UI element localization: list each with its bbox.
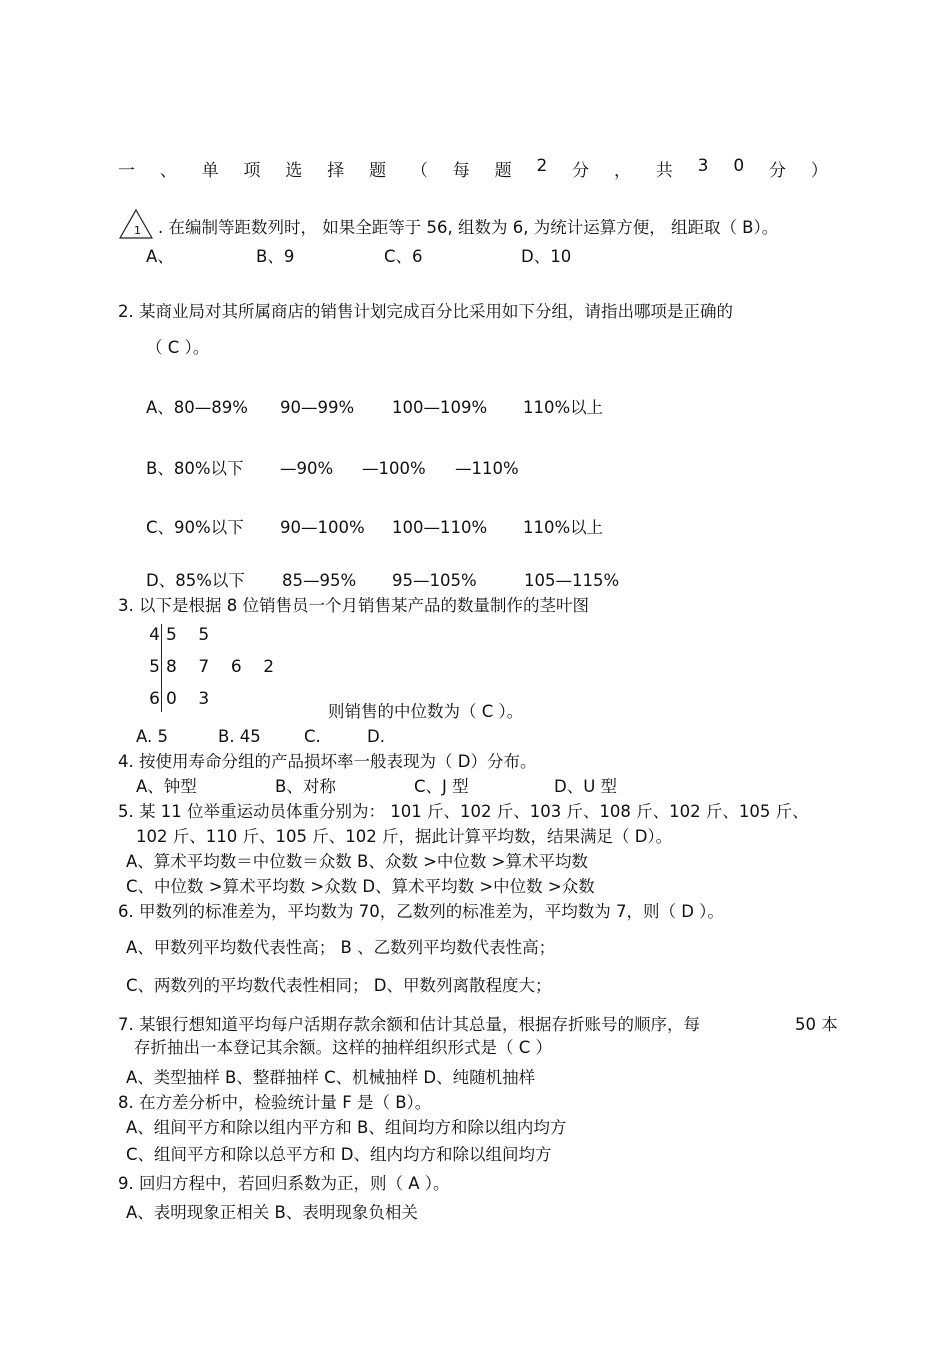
text-line: D. — [367, 727, 385, 746]
text-line: A、80—89% — [146, 398, 248, 417]
text-line: 50 本 — [795, 1015, 838, 1034]
question-number: 1 — [134, 224, 141, 237]
section-title-char: 、 — [159, 161, 177, 181]
section-title-char: 选 — [285, 161, 303, 181]
text-line: B、9 — [256, 247, 295, 266]
section-title-char: ） — [810, 161, 828, 181]
section-title-char: ， — [613, 161, 631, 181]
text-line: 5. 某 11 位举重运动员体重分别为： 101 斤、102 斤、103 斤、108 斤、102 斤、105 斤、 — [118, 802, 809, 821]
text-line: A、甲数列平均数代表性高； B 、乙数列平均数代表性高； — [126, 938, 556, 957]
text-line: A、算术平均数＝中位数＝众数 B、众数 >中位数 >算术平均数 — [126, 852, 588, 871]
text-line: 90—100% — [280, 518, 365, 537]
text-line: . 在编制等距数列时， 如果全距等于 56, 组数为 6, 为统计运算方便， 组距取（ B）。 — [158, 218, 779, 237]
text-line: C、组间平方和除以总平方和 D、组内均方和除以组间均方 — [126, 1145, 552, 1164]
text-line: B、80%以下 — [146, 459, 244, 478]
section-title-char: 一 — [118, 161, 135, 181]
text-line: A、类型抽样 B、整群抽样 C、机械抽样 D、纯随机抽样 — [126, 1068, 536, 1087]
section-title-char: 分 — [572, 161, 590, 181]
text-line: D、U 型 — [554, 777, 618, 796]
text-line: A、 — [146, 247, 174, 266]
section-title-char: 每 — [452, 161, 470, 181]
text-line: B. 45 — [218, 727, 261, 746]
text-line: 85—95% — [282, 571, 357, 590]
text-line: A、组间平方和除以组内平方和 B、组间均方和除以组内均方 — [126, 1118, 567, 1137]
text-line: 4. 按使用寿命分组的产品损坏率一般表现为（ D）分布。 — [118, 752, 537, 771]
text-line: B、对称 — [275, 777, 336, 796]
section-title-char: 2 — [536, 156, 548, 176]
section-title-char: 3 — [697, 156, 709, 176]
text-line: A、表明现象正相关 B、表明现象负相关 — [126, 1203, 418, 1222]
section-title-char: 项 — [243, 161, 261, 181]
text-line: 8. 在方差分析中，检验统计量 F 是（ B）。 — [118, 1093, 432, 1112]
leaf-values: 5 5 — [166, 625, 210, 645]
text-line: 100—110% — [392, 518, 488, 537]
text-line: 110%以上 — [523, 398, 604, 417]
text-line: 110%以上 — [523, 518, 604, 537]
section-title-char: 单 — [201, 161, 219, 181]
leaf-values: 8 7 6 2 — [166, 657, 275, 677]
section-title-char: 0 — [733, 156, 745, 176]
stem-leaf-plot — [148, 624, 298, 716]
text-line: 9. 回归方程中，若回归系数为正，则（ A ）。 — [118, 1174, 450, 1193]
section-title-char: 共 — [655, 161, 673, 181]
text-line: 100—109% — [392, 398, 488, 417]
text-line: —110% — [455, 459, 519, 478]
text-line: 2. 某商业局对其所属商店的销售计划完成百分比采用如下分组，请指出哪项是正确的 — [118, 302, 733, 321]
text-line: C、6 — [384, 247, 423, 266]
section-title — [118, 156, 828, 181]
text-line: C、中位数 >算术平均数 >众数 D、算术平均数 >中位数 >众数 — [126, 877, 595, 896]
text-line: 95—105% — [392, 571, 477, 590]
text-line: D、85%以下 — [146, 571, 245, 590]
text-line: （ C ）。 — [146, 338, 210, 357]
text-line: 则销售的中位数为（ C ）。 — [328, 702, 524, 721]
section-title-char: 题 — [369, 161, 387, 181]
stem-value: 6 — [149, 689, 160, 709]
text-line: 90—99% — [280, 398, 355, 417]
text-line: 105—115% — [524, 571, 620, 590]
text-line: 3. 以下是根据 8 位销售员一个月销售某产品的数量制作的茎叶图 — [118, 596, 589, 615]
leaf-values: 0 3 — [166, 689, 210, 709]
text-line: C、J 型 — [414, 777, 469, 796]
stem-value: 4 — [149, 625, 160, 645]
stem-value: 5 — [149, 657, 160, 677]
text-line: D、10 — [521, 247, 572, 266]
text-line: 102 斤、110 斤、105 斤、102 斤，据此计算平均数，结果满足（ D）。 — [136, 827, 673, 846]
warning-triangle-icon — [118, 208, 154, 240]
section-title-char: 择 — [327, 161, 345, 181]
text-line: —100% — [362, 459, 426, 478]
text-line: C. — [304, 727, 321, 746]
text-line: 存折抽出一本登记其余额。这样的抽样组织形式是（ C ） — [134, 1038, 553, 1057]
text-line: —90% — [280, 459, 334, 478]
stem-divider — [161, 624, 162, 712]
text-line: C、两数列的平均数代表性相同； D、甲数列离散程度大； — [126, 976, 552, 995]
section-title-char: 题 — [494, 161, 512, 181]
text-line: A. 5 — [136, 727, 168, 746]
section-title-char: （ — [410, 161, 428, 181]
text-line: 7. 某银行想知道平均每户活期存款余额和估计其总量，根据存折账号的顺序，每 — [118, 1015, 700, 1034]
text-line: C、90%以下 — [146, 518, 244, 537]
text-line: 6. 甲数列的标准差为，平均数为 70，乙数列的标准差为，平均数为 7，则（ D ）。 — [118, 902, 724, 921]
section-title-char: 分 — [768, 161, 786, 181]
text-line: A、钟型 — [136, 777, 197, 796]
